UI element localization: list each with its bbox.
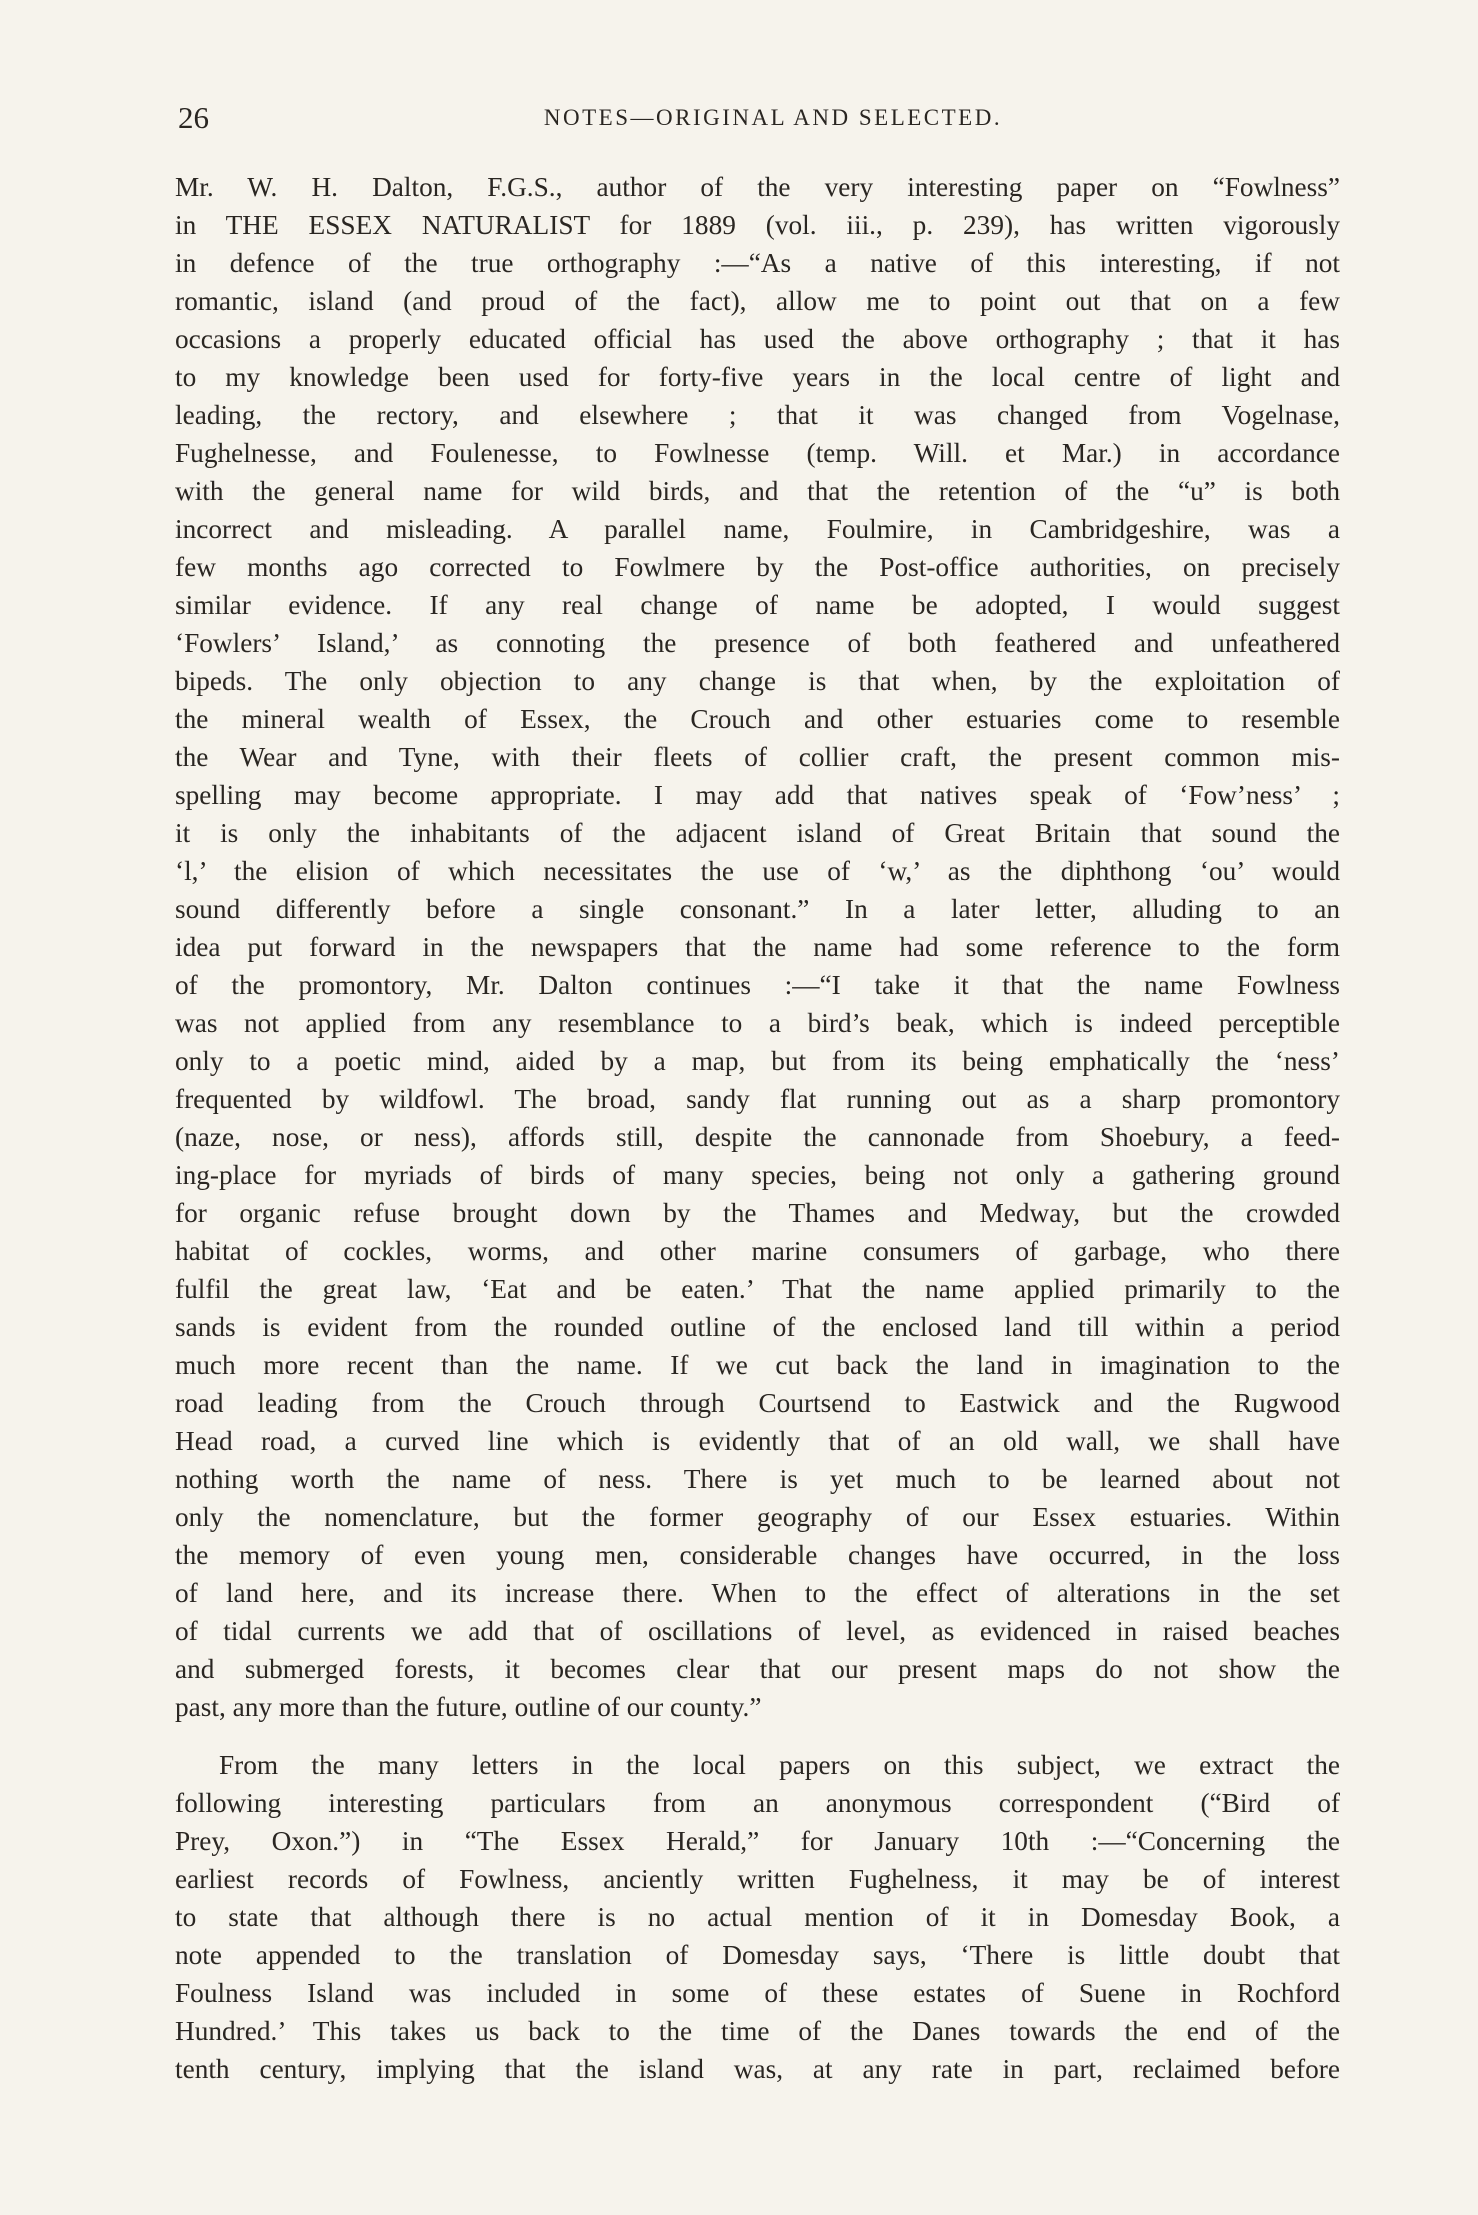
- text-line: of the promontory, Mr. Dalton continues :—“I take it that the name Fowlness: [175, 970, 1340, 1000]
- text-line: in THE ESSEX NATURALIST for 1889 (vol. iii., p. 239), has written vigorously: [175, 210, 1340, 240]
- text-line: only to a poetic mind, aided by a map, but from its being emphatically the ‘ness’: [175, 1046, 1340, 1076]
- text-line: spelling may become appropriate. I may add that natives speak of ‘Fow’ness’ ;: [175, 780, 1340, 810]
- text-line: Prey, Oxon.”) in “The Essex Herald,” for January 10th :—“Concerning the: [175, 1826, 1340, 1856]
- page-number: 26: [178, 100, 209, 135]
- text-line: bipeds. The only objection to any change is that when, by the exploitation of: [175, 666, 1340, 696]
- text-line: sands is evident from the rounded outline of the enclosed land till within a period: [175, 1312, 1340, 1342]
- text-line: leading, the rectory, and elsewhere ; that it was changed from Vogelnase,: [175, 400, 1340, 430]
- text-line: ‘Fowlers’ Island,’ as connoting the presence of both feathered and unfeathered: [175, 628, 1340, 658]
- text-line: (naze, nose, or ness), affords still, despite the cannonade from Shoebury, a feed-: [175, 1122, 1340, 1152]
- text-line: note appended to the translation of Domesday says, ‘There is little doubt that: [175, 1940, 1340, 1970]
- text-line: and submerged forests, it becomes clear that our present maps do not show the: [175, 1654, 1340, 1684]
- text-line: with the general name for wild birds, and that the retention of the “u” is both: [175, 476, 1340, 506]
- paragraph-essex-herald: [175, 1746, 1340, 2088]
- text-line: the memory of even young men, considerable changes have occurred, in the loss: [175, 1540, 1340, 1570]
- running-head-title: NOTES—ORIGINAL AND SELECTED.: [543, 105, 1003, 130]
- text-line: was not applied from any resemblance to a bird’s beak, which is indeed perceptible: [175, 1008, 1340, 1038]
- text-line: the Wear and Tyne, with their fleets of collier craft, the present common mis-: [175, 742, 1340, 772]
- text-line: ing-place for myriads of birds of many species, being not only a gathering ground: [175, 1160, 1340, 1190]
- text-line: similar evidence. If any real change of name be adopted, I would suggest: [175, 590, 1340, 620]
- text-line: fulfil the great law, ‘Eat and be eaten.’ That the name applied primarily to the: [175, 1274, 1340, 1304]
- text-line: frequented by wildfowl. The broad, sandy flat running out as a sharp promontory: [175, 1084, 1340, 1114]
- text-line: incorrect and misleading. A parallel name, Foulmire, in Cambridgeshire, was a: [175, 514, 1340, 544]
- text-line: only the nomenclature, but the former geography of our Essex estuaries. Within: [175, 1502, 1340, 1532]
- text-line: romantic, island (and proud of the fact), allow me to point out that on a few: [175, 286, 1340, 316]
- body-text: [175, 168, 1340, 2088]
- running-head: [178, 98, 1338, 138]
- text-line: of land here, and its increase there. When to the effect of alterations in the set: [175, 1578, 1340, 1608]
- text-line: for organic refuse brought down by the Thames and Medway, but the crowded: [175, 1198, 1340, 1228]
- text-line: Hundred.’ This takes us back to the time of the Danes towards the end of the: [175, 2016, 1340, 2046]
- text-line: earliest records of Fowlness, anciently written Fughelness, it may be of interest: [175, 1864, 1340, 1894]
- text-line: to state that although there is no actual mention of it in Domesday Book, a: [175, 1902, 1340, 1932]
- text-line: to my knowledge been used for forty-five years in the local centre of light and: [175, 362, 1340, 392]
- text-line: the mineral wealth of Essex, the Crouch and other estuaries come to resemble: [175, 704, 1340, 734]
- text-line: Foulness Island was included in some of these estates of Suene in Rochford: [175, 1978, 1340, 2008]
- text-line: past, any more than the future, outline of our county.”: [175, 1692, 762, 1722]
- paragraph-dalton-letter: [175, 168, 1340, 1726]
- text-line: it is only the inhabitants of the adjacent island of Great Britain that sound the: [175, 818, 1340, 848]
- text-line: road leading from the Crouch through Courtsend to Eastwick and the Rugwood: [175, 1388, 1340, 1418]
- text-line: following interesting particulars from an anonymous correspondent (“Bird of: [175, 1788, 1340, 1818]
- text-line: occasions a properly educated official has used the above orthography ; that it has: [175, 324, 1340, 354]
- text-line: few months ago corrected to Fowlmere by the Post-office authorities, on precisely: [175, 552, 1340, 582]
- text-line: sound differently before a single consonant.” In a later letter, alluding to an: [175, 894, 1340, 924]
- text-line: much more recent than the name. If we cut back the land in imagination to the: [175, 1350, 1340, 1380]
- text-line: in defence of the true orthography :—“As a native of this interesting, if not: [175, 248, 1340, 278]
- text-line: Head road, a curved line which is evidently that of an old wall, we shall have: [175, 1426, 1340, 1456]
- text-line: idea put forward in the newspapers that the name had some reference to the form: [175, 932, 1340, 962]
- text-line: Mr. W. H. Dalton, F.G.S., author of the very interesting paper on “Fowlness”: [175, 172, 1340, 202]
- text-line: of tidal currents we add that of oscillations of level, as evidenced in raised beaches: [175, 1616, 1340, 1646]
- text-line: nothing worth the name of ness. There is yet much to be learned about not: [175, 1464, 1340, 1494]
- text-line: tenth century, implying that the island was, at any rate in part, reclaimed before: [175, 2054, 1340, 2084]
- text-line: From the many letters in the local papers on this subject, we extract the: [219, 1750, 1340, 1780]
- text-line: ‘l,’ the elision of which necessitates the use of ‘w,’ as the diphthong ‘ou’ would: [175, 856, 1340, 886]
- text-line: Fughelnesse, and Foulenesse, to Fowlnesse (temp. Will. et Mar.) in accordance: [175, 438, 1340, 468]
- text-line: habitat of cockles, worms, and other marine consumers of garbage, who there: [175, 1236, 1340, 1266]
